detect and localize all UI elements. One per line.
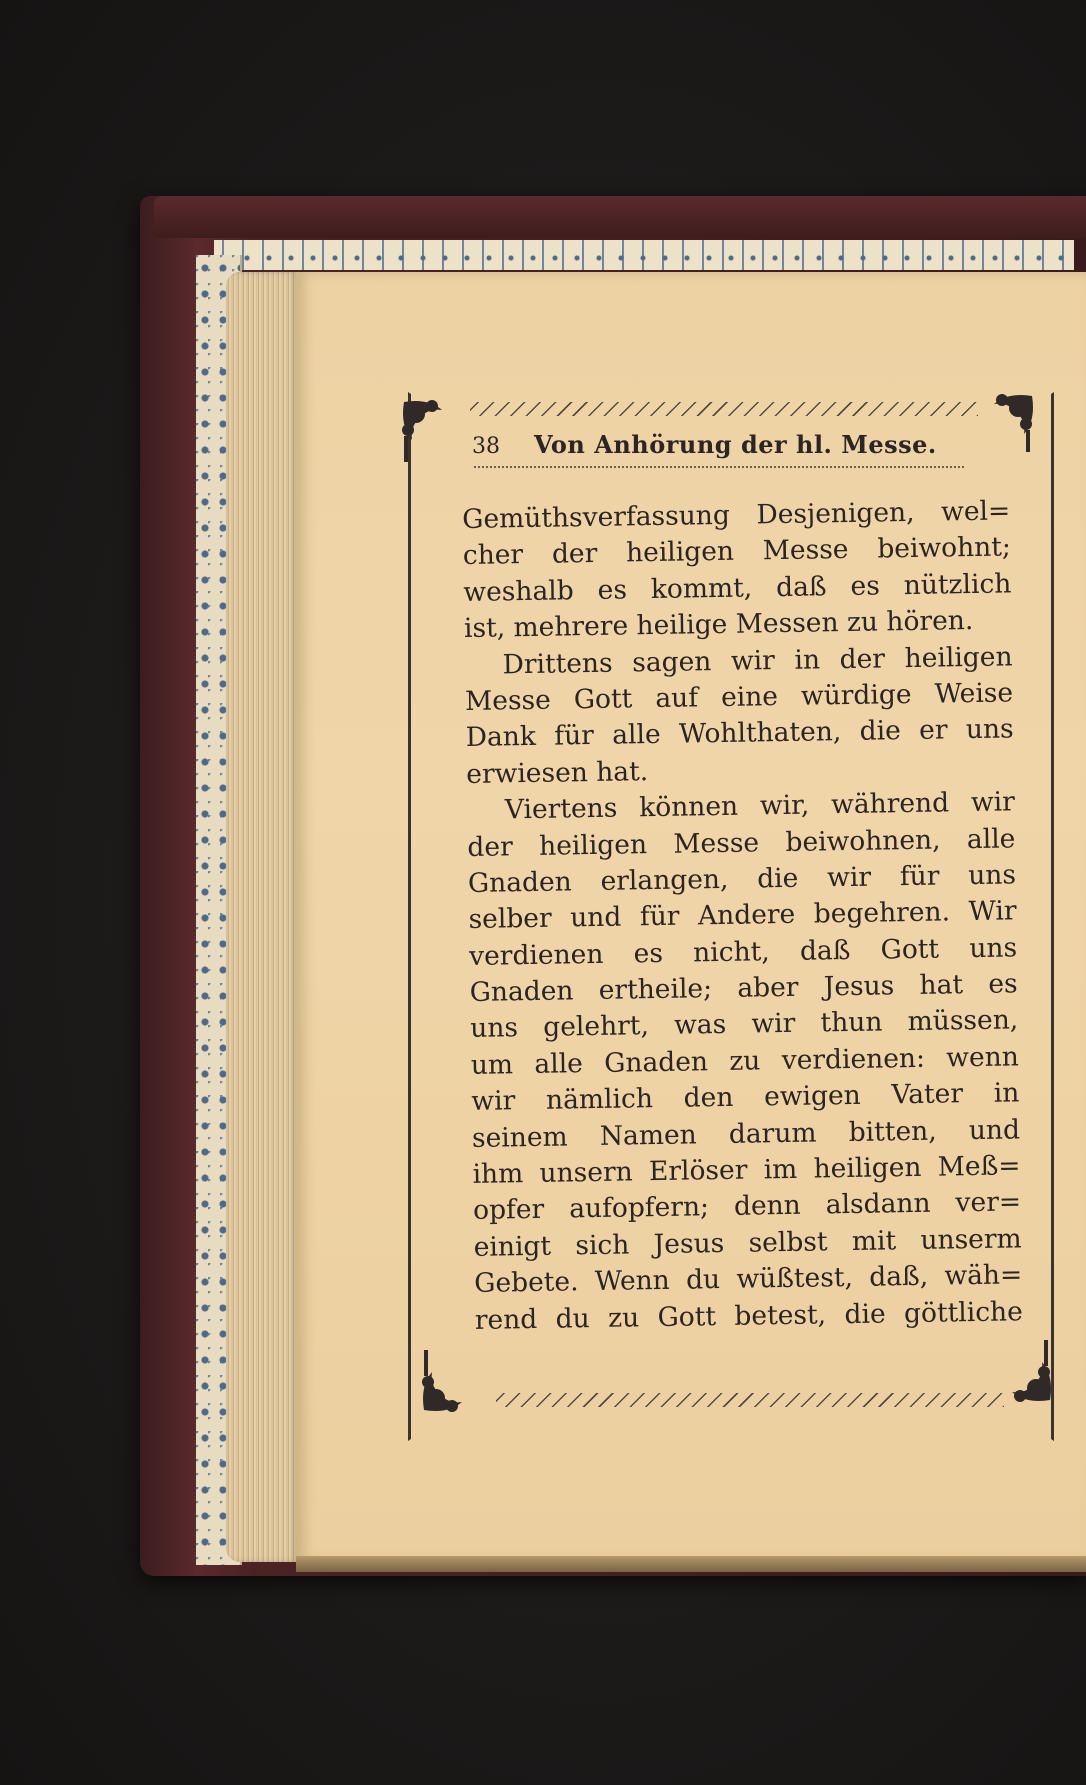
text-line: Messe Gott auf eine würdige Weise — [464, 677, 1014, 717]
text-line: Gnaden ertheile; aber Jesus hat es — [469, 968, 1018, 1009]
text-line: Viertens können wir, während wir — [504, 786, 1016, 826]
running-header — [472, 430, 972, 470]
corner-ornament-icon — [398, 396, 468, 466]
text-line: der heiligen Messe beiwohnen, alle — [467, 822, 1016, 863]
text-line: rend du zu Gott betest, die göttliche — [474, 1295, 1024, 1336]
text-line: Gemüthsverfassung Desjenigen, wel= — [462, 495, 1011, 535]
text-line: selber und für Andere begehren. Wir — [468, 895, 1017, 936]
text-line: ist, mehrere heilige Messen zu hören. — [463, 605, 974, 645]
text-line: Gnaden erlangen, die wir für uns — [467, 859, 1017, 899]
text-line: uns gelehrt, was wir thun müssen, — [470, 1004, 1019, 1045]
text-line: einigt sich Jesus selbst mit unserm — [473, 1223, 1022, 1263]
endpaper-top-strip — [214, 240, 1074, 270]
book-cover-top-edge — [154, 196, 1086, 238]
text-line: cher der heiligen Messe beiwohnt; — [462, 531, 1012, 572]
frame-wave-top — [470, 402, 978, 416]
body-text — [462, 493, 1023, 1338]
text-line: wir nämlich den ewigen Vater in — [471, 1077, 1020, 1118]
text-line: opfer aufopfern; denn alsdann ver= — [472, 1186, 1022, 1227]
text-line: Dank für alle Wohlthaten, die er uns — [465, 713, 1014, 754]
text-line: erwiesen hat. — [466, 755, 649, 790]
text-line: seinem Namen darum bitten, und — [471, 1113, 1021, 1154]
text-line: verdienen es nicht, daß Gott uns — [468, 932, 1018, 972]
page-edges — [226, 272, 298, 1562]
text-line: ihm unsern Erlöser im heiligen Meß= — [472, 1150, 1021, 1190]
frame-wave-bottom — [496, 1393, 1004, 1407]
corner-ornament-icon — [418, 1346, 488, 1416]
text-line: um alle Gnaden zu verdienen: wenn — [470, 1041, 1020, 1081]
corner-ornament-icon — [968, 390, 1038, 460]
text-line: Drittens sagen wir in der heiligen — [502, 640, 1013, 680]
text-line: weshalb es kommt, daß es nützlich — [463, 568, 1012, 608]
page-bottom-edge — [296, 1556, 1086, 1572]
page-number: 38 — [472, 434, 500, 459]
corner-ornament-icon — [986, 1336, 1056, 1406]
header-dotted-rule — [474, 466, 964, 468]
text-line: Gebete. Wenn du wüßtest, daß, wäh= — [474, 1259, 1023, 1300]
running-title: Von Anhörung der hl. Messe. — [534, 430, 937, 459]
